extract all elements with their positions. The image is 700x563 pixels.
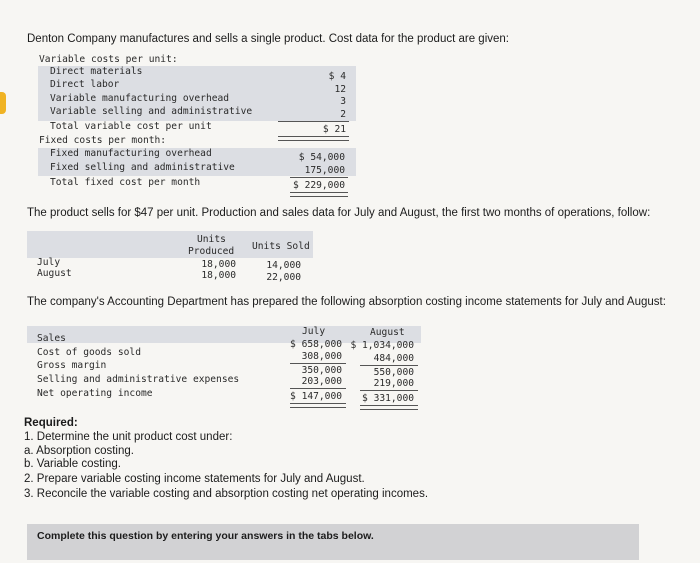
subtotal-line: [290, 177, 348, 178]
fixed-label: Fixed selling and administrative: [50, 162, 235, 173]
subtotal-line: [290, 363, 346, 364]
statement-august: $ 331,000: [362, 393, 414, 404]
table-row-sold: 22,000: [266, 272, 301, 283]
statement-label: Selling and administrative expenses: [37, 374, 240, 385]
subtotal-line: [360, 365, 418, 366]
cost-value: 2: [340, 109, 346, 120]
required-item: 1. Determine the unit product cost under:: [24, 431, 233, 443]
cost-label: Direct labor: [50, 79, 120, 90]
total-double-line: [290, 403, 346, 408]
table-row-month: August: [37, 268, 72, 279]
required-item: 2. Prepare variable costing income statements for July and August.: [24, 473, 365, 485]
table-row-month: July: [37, 257, 61, 268]
statement-july: $ 147,000: [290, 391, 342, 402]
units-produced-header: Units: [197, 234, 226, 245]
fixed-total-value: $ 229,000: [293, 180, 345, 191]
fixed-header: Fixed costs per month:: [39, 135, 167, 146]
statement-label: Cost of goods sold: [37, 347, 141, 358]
table-row-sold: 14,000: [266, 260, 301, 271]
cost-value: $ 4: [328, 71, 346, 82]
instruction-text: Complete this question by entering your answers in the tabs below.: [37, 530, 374, 542]
statement-august: 550,000: [373, 367, 414, 378]
units-produced-header: Produced: [188, 246, 235, 257]
statement-august: 219,000: [373, 378, 414, 389]
intro-text: Denton Company manufactures and sells a single product. Cost data for the product are given:: [27, 33, 509, 45]
col-august: August: [370, 327, 405, 338]
statement-july: 203,000: [301, 376, 342, 387]
sales-text: The product sells for $47 per unit. Production and sales data for July and August, the first two months of operations, follow:: [27, 207, 651, 219]
side-marker: [0, 92, 6, 114]
required-item: 3. Reconcile the variable costing and absorption costing net operating incomes.: [24, 488, 429, 500]
statement-august: 484,000: [373, 353, 414, 364]
fixed-value: $ 54,000: [298, 152, 345, 163]
statement-label: Gross margin: [37, 360, 107, 371]
fixed-total-label: Total fixed cost per month: [50, 177, 201, 188]
required-item: a. Absorption costing.: [24, 445, 134, 457]
variable-total-value: $ 21: [322, 124, 346, 135]
statement-label: Net operating income: [37, 388, 153, 399]
table-row-produced: 18,000: [201, 270, 236, 281]
total-double-line: [278, 136, 349, 141]
cost-label: Direct materials: [50, 66, 143, 77]
statement-july: 308,000: [301, 351, 342, 362]
statement-august: $ 1,034,000: [350, 340, 414, 351]
required-item: b. Variable costing.: [24, 458, 121, 470]
table-row-produced: 18,000: [201, 259, 236, 270]
cost-label: Variable selling and administrative: [50, 106, 253, 117]
units-sold-header: Units Sold: [252, 241, 310, 252]
statement-july: 350,000: [301, 365, 342, 376]
accounting-text: The company's Accounting Department has prepared the following absorption costing income statements for July and August:: [27, 296, 666, 308]
subtotal-line: [360, 390, 418, 391]
statement-july: $ 658,000: [290, 339, 342, 350]
total-double-line: [290, 192, 348, 197]
fixed-label: Fixed manufacturing overhead: [50, 148, 212, 159]
variable-header: Variable costs per unit:: [39, 54, 178, 65]
cost-value: 3: [340, 96, 346, 107]
col-july: July: [302, 326, 326, 337]
subtotal-line: [278, 121, 349, 122]
cost-label: Variable manufacturing overhead: [50, 93, 230, 104]
fixed-value: 175,000: [304, 165, 345, 176]
instruction-bar: [27, 524, 639, 560]
variable-total-label: Total variable cost per unit: [50, 121, 212, 132]
statement-label: Sales: [37, 333, 66, 344]
subtotal-line: [290, 388, 346, 389]
required-heading: Required:: [24, 417, 78, 429]
cost-value: 12: [334, 84, 346, 95]
total-double-line: [360, 405, 418, 410]
